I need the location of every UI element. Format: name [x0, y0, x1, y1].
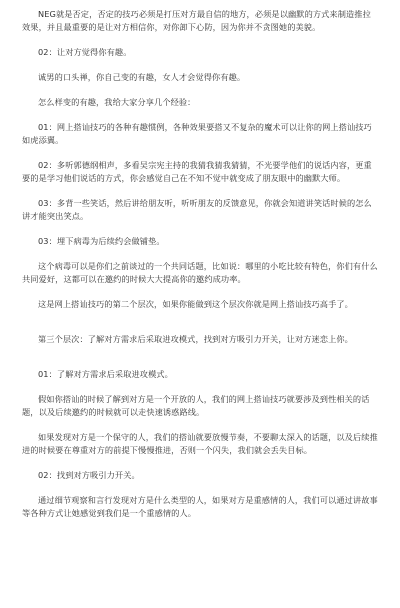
paragraph-point-03-virus: 03：埋下病毒为后续约会做铺垫。	[38, 236, 165, 246]
paragraph-open-person: 假如你搭讪的时候了解到对方是一个开放的人，我们的网上搭讪技巧就要涉及到性相关的话题，以及后续邀约的时候就可以走快速诱惑路线。	[22, 394, 370, 417]
paragraph-second-level-summary: 这是网上搭讪技巧的第二个层次，如果你能做到这个层次你就是网上搭讪技巧高手了。	[38, 299, 353, 309]
paragraph-observe-details: 通过细节观察和言行发现对方是什么类型的人，如果对方是重感情的人，我们可以通过讲故事等各种方式让她感觉到我们是一个重感情的人。	[22, 495, 378, 518]
paragraph-third-01: 01：了解对方需求后采取进攻模式。	[38, 369, 173, 379]
paragraph-third-02: 02：找到对方吸引力开关。	[38, 470, 140, 480]
paragraph-conservative-person: 如果发现对方是一个保守的人，我们的搭讪就要放慢节奏，不要聊太深入的话题，以及后续推进的时候要在尊重对方的前提下慢慢推进，否则一个闪失，我们就会丢失目标。	[22, 432, 378, 455]
paragraph-how-to-be-interesting: 怎么样变的有趣，我给大家分享几个经验：	[38, 97, 196, 107]
paragraph-third-level-heading: 第三个层次：了解对方需求后采取进攻模式，找到对方吸引力开关，让对方迷恋上你。	[38, 334, 353, 344]
paragraph-catchphrase: 诚男的口头禅，你自己变的有趣，女人才会觉得你有趣。	[38, 72, 246, 82]
paragraph-tip-01-routines: 01：网上搭讪技巧的各种有趣惯例，各种效果要搭又不复杂的魔术可以让你的网上搭讪技巧如虎添翼。	[22, 122, 372, 145]
paragraph-neg-definition: NEG就是否定，否定的技巧必须是打压对方最自信的地方，必须是以幽默的方式来制造推拉效果，并且最重要的是让对方相信你，对你卸下心防，因为你并不贪图她的美貌。	[22, 9, 371, 32]
paragraph-virus-explained: 这个病毒可以是你们之前谈过的一个共同话题，比如说：哪里的小吃比较有特色，你们有什么共同爱好，这都可以在邀约的时候大大提高你的邀约成功率。	[22, 261, 378, 284]
paragraph-tip-03-jokes: 03：多背一些笑话，然后讲给朋友听，听听朋友的反馈意见，你就会知道讲笑话时候的怎么讲才能突出笑点。	[22, 198, 372, 221]
paragraph-tip-02-crosstalk: 02：多听郭德纲相声，多看吴宗宪主持的我猜我猜我猜猜，不光要学他们的说话内容，更重要的是学习他们说话的方式，你会感觉自己在不知不觉中就变成了朋友眼中的幽默大师。	[22, 160, 372, 183]
paragraph-point-02-interesting: 02：让对方觉得你有趣。	[38, 47, 132, 57]
